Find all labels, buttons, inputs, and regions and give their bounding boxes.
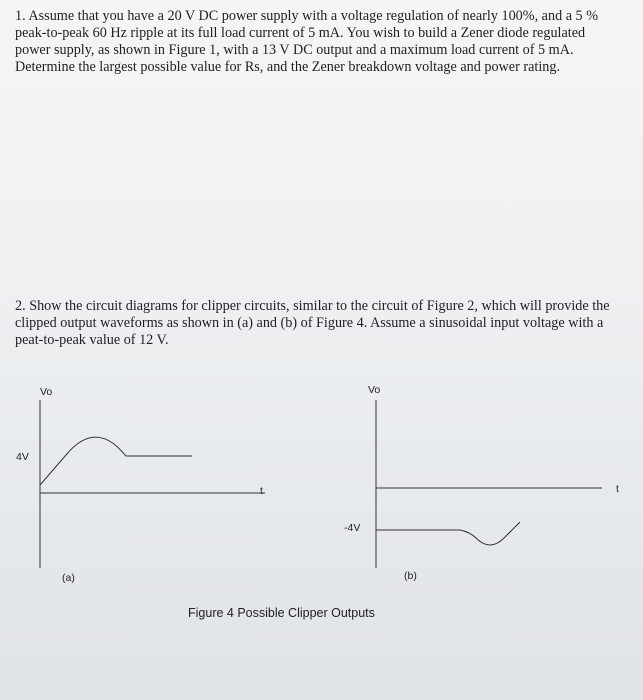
plot-a-waveform [40, 437, 192, 485]
plot-a-level-label: 4V [16, 451, 29, 463]
plot-a-sub-label: (a) [62, 572, 75, 584]
plot-a-x-label: t [260, 485, 263, 497]
plot-b-waveform [376, 522, 520, 545]
plot-a [40, 400, 265, 568]
question-1-text: 1. Assume that you have a 20 V DC power supply with a voltage regulation of nearly 100%, and a 5 % peak-to-peak 60 Hz ripple at its full load current of 5 mA. You wish to build a Zener diode regulated power supply, as shown in Figure 1, with a 13 V DC output and a maximum load current of 5 mA. Determine the largest possible value for Rs, and the Zener breakdown voltage and power rating. [15, 8, 599, 75]
plot-b [376, 400, 602, 568]
plot-b-x-label: t [616, 483, 619, 495]
plot-b-y-label: Vo [368, 384, 381, 396]
plot-b-level-label: -4V [344, 522, 361, 534]
plot-a-y-label: Vo [40, 386, 53, 398]
plot-b-sub-label: (b) [404, 570, 417, 582]
figure-caption: Figure 4 Possible Clipper Outputs [188, 606, 375, 620]
question-2-text: 2. Show the circuit diagrams for clipper circuits, similar to the circuit of Figure 2, which will provide the clipped output waveforms as shown in (a) and (b) of Figure 4. Assume a sinusoidal input voltage with a peat-to-peak value of 12 V. [15, 298, 610, 348]
